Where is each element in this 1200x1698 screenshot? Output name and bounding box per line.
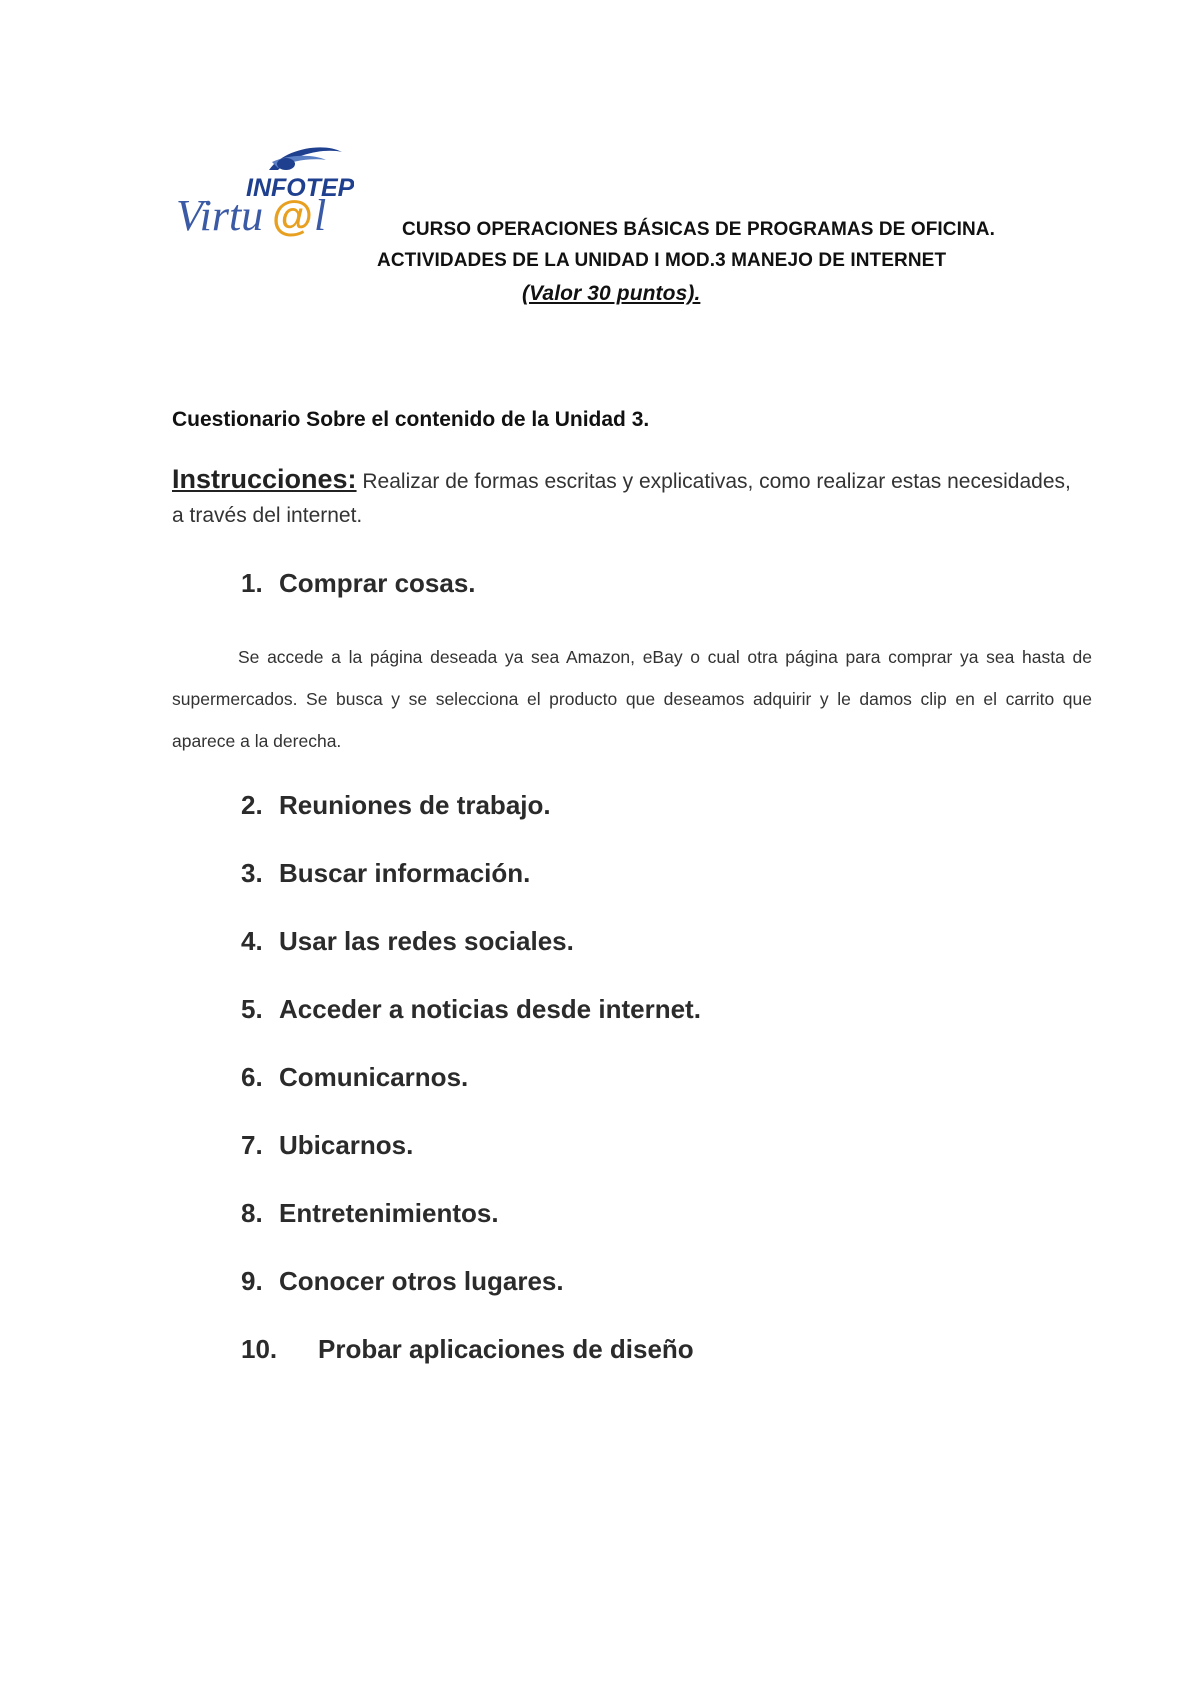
course-title: CURSO OPERACIONES BÁSICAS DE PROGRAMAS DE OFICINA. [402, 219, 995, 240]
svg-text:@: @ [272, 192, 313, 239]
list-item-4 [241, 926, 574, 957]
list-item-6 [241, 1062, 468, 1093]
list-item-5 [241, 994, 701, 1025]
activities-title: ACTIVIDADES DE LA UNIDAD I MOD.3 MANEJO DE INTERNET [377, 250, 947, 271]
list-item-number: 10. [241, 1334, 278, 1364]
list-item-number: 3. [241, 858, 263, 888]
list-item-text: Reuniones de trabajo. [279, 790, 551, 820]
list-item-text: Buscar información. [279, 858, 531, 888]
instructions-label: Instrucciones: [172, 464, 357, 494]
answer-paragraph-1: Se accede a la página deseada ya sea Amazon, eBay o cual otra página para comprar ya sea hasta de supermercados. Se busca y se selecciona el producto que deseamos adquirir y le damos clip en el carrito que aparece a la derecha. [172, 647, 1092, 751]
list-item-number: 7. [241, 1130, 263, 1160]
infotep-virtual-logo [174, 140, 354, 240]
list-item-text: Entretenimientos. [279, 1198, 499, 1228]
activity-value: (Valor 30 puntos). [522, 282, 701, 305]
svg-text:l: l [314, 191, 327, 240]
list-item-number: 8. [241, 1198, 263, 1228]
list-item-number: 2. [241, 790, 263, 820]
list-item-number: 6. [241, 1062, 263, 1092]
questionnaire-subtitle: Cuestionario Sobre el contenido de la Unidad 3. [172, 408, 650, 431]
list-item-number: 4. [241, 926, 263, 956]
list-item-number: 5. [241, 994, 263, 1024]
list-item-3 [241, 858, 530, 889]
list-item-number: 9. [241, 1266, 263, 1296]
list-item-text: Acceder a noticias desde internet. [279, 994, 701, 1024]
list-item-text: Comprar cosas. [279, 568, 476, 598]
list-item-2 [241, 790, 551, 821]
list-item-9 [241, 1266, 564, 1297]
list-item-10 [241, 1334, 694, 1365]
svg-text:Virtu: Virtu [176, 191, 264, 240]
list-item-text: Comunicarnos. [279, 1062, 469, 1092]
list-item-8 [241, 1198, 499, 1229]
list-item-text: Ubicarnos. [279, 1130, 414, 1160]
svg-text:INFOTEP: INFOTEP [246, 174, 354, 202]
list-item-1 [241, 568, 476, 599]
instructions-text: Realizar de formas escritas y explicativas, como realizar estas necesidades, a través del internet. [172, 470, 1071, 527]
list-item-text: Probar aplicaciones de diseño [318, 1334, 694, 1364]
list-item-text: Conocer otros lugares. [279, 1266, 564, 1296]
list-item-7 [241, 1130, 413, 1161]
instructions-paragraph [172, 462, 1072, 533]
list-item-text: Usar las redes sociales. [279, 926, 574, 956]
list-item-number: 1. [241, 568, 263, 598]
